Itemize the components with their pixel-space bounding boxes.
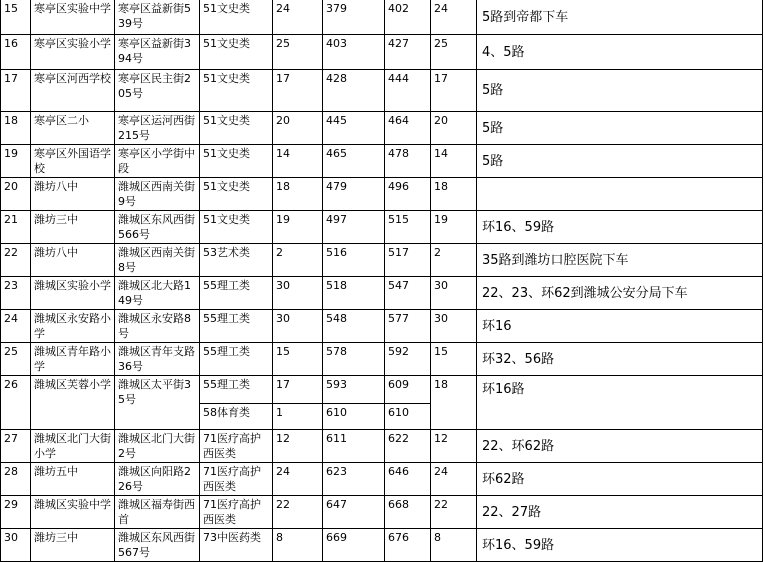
subject-category: 55理工类 bbox=[200, 310, 273, 343]
exam-count-total: 24 bbox=[431, 463, 477, 496]
exam-count-total: 30 bbox=[431, 277, 477, 310]
table-row bbox=[1, 112, 763, 145]
exam-count-total: 18 bbox=[431, 376, 477, 430]
seat-start: 669 bbox=[323, 529, 385, 562]
table-row bbox=[1, 244, 763, 277]
row-number: 22 bbox=[1, 244, 31, 277]
exam-count-total: 18 bbox=[431, 178, 477, 211]
exam-count: 19 bbox=[273, 211, 323, 244]
school-address: 寒亭区益新街394号 bbox=[115, 35, 200, 70]
exam-count: 24 bbox=[273, 463, 323, 496]
seat-end: 610 bbox=[385, 404, 431, 430]
seat-end: 402 bbox=[385, 0, 431, 35]
seat-start: 611 bbox=[323, 430, 385, 463]
subject-category: 51文史类 bbox=[200, 178, 273, 211]
seat-start: 578 bbox=[323, 343, 385, 376]
row-number: 18 bbox=[1, 112, 31, 145]
seat-end: 592 bbox=[385, 343, 431, 376]
school-address: 潍城区西南关街8号 bbox=[115, 244, 200, 277]
subject-category: 71医疗高护西医类 bbox=[200, 463, 273, 496]
table-row bbox=[1, 178, 763, 211]
school-name: 潍城区芙蓉小学 bbox=[31, 376, 115, 430]
seat-end: 609 bbox=[385, 376, 431, 404]
school-address: 潍城区北门大街2号 bbox=[115, 430, 200, 463]
seat-end: 515 bbox=[385, 211, 431, 244]
exam-count: 17 bbox=[273, 70, 323, 112]
school-address: 潍城区东风西街566号 bbox=[115, 211, 200, 244]
row-number: 23 bbox=[1, 277, 31, 310]
school-name: 寒亭区二小 bbox=[31, 112, 115, 145]
seat-end: 622 bbox=[385, 430, 431, 463]
exam-count: 17 bbox=[273, 376, 323, 404]
subject-category: 51文史类 bbox=[200, 145, 273, 178]
table-row bbox=[1, 376, 763, 404]
seat-start: 403 bbox=[323, 35, 385, 70]
table-row bbox=[1, 343, 763, 376]
exam-count: 30 bbox=[273, 310, 323, 343]
seat-end: 646 bbox=[385, 463, 431, 496]
table-row bbox=[1, 496, 763, 529]
exam-count-total: 20 bbox=[431, 112, 477, 145]
exam-count-total: 30 bbox=[431, 310, 477, 343]
exam-count-total: 24 bbox=[431, 0, 477, 35]
bus-route: 4、5路 bbox=[477, 35, 763, 70]
seat-end: 444 bbox=[385, 70, 431, 112]
subject-category: 71医疗高护西医类 bbox=[200, 496, 273, 529]
seat-start: 479 bbox=[323, 178, 385, 211]
bus-route: 5路到帝都下车 bbox=[477, 0, 763, 35]
row-number: 24 bbox=[1, 310, 31, 343]
subject-category: 51文史类 bbox=[200, 112, 273, 145]
row-number: 29 bbox=[1, 496, 31, 529]
seat-start: 497 bbox=[323, 211, 385, 244]
row-number: 19 bbox=[1, 145, 31, 178]
table-row bbox=[1, 211, 763, 244]
exam-count-total: 15 bbox=[431, 343, 477, 376]
school-name: 潍城区永安路小学 bbox=[31, 310, 115, 343]
school-name: 潍城区青年路小学 bbox=[31, 343, 115, 376]
school-address: 潍城区青年支路36号 bbox=[115, 343, 200, 376]
subject-category: 53艺术类 bbox=[200, 244, 273, 277]
school-address: 寒亭区民主街205号 bbox=[115, 70, 200, 112]
school-address: 潍城区永安路8号 bbox=[115, 310, 200, 343]
bus-route: 环32、56路 bbox=[477, 343, 763, 376]
school-address: 潍城区西南关街9号 bbox=[115, 178, 200, 211]
bus-route bbox=[477, 178, 763, 211]
seat-start: 593 bbox=[323, 376, 385, 404]
exam-count: 22 bbox=[273, 496, 323, 529]
row-number: 28 bbox=[1, 463, 31, 496]
exam-count-total: 25 bbox=[431, 35, 477, 70]
table-row bbox=[1, 463, 763, 496]
bus-route: 35路到潍坊口腔医院下车 bbox=[477, 244, 763, 277]
seat-start: 445 bbox=[323, 112, 385, 145]
seat-end: 668 bbox=[385, 496, 431, 529]
exam-count: 20 bbox=[273, 112, 323, 145]
seat-start: 428 bbox=[323, 70, 385, 112]
seat-end: 496 bbox=[385, 178, 431, 211]
bus-route: 环16路 bbox=[477, 376, 763, 430]
subject-category: 71医疗高护西医类 bbox=[200, 430, 273, 463]
seat-end: 517 bbox=[385, 244, 431, 277]
exam-count: 12 bbox=[273, 430, 323, 463]
school-name: 潍坊三中 bbox=[31, 529, 115, 562]
school-address: 寒亭区小学街中段 bbox=[115, 145, 200, 178]
subject-category: 51文史类 bbox=[200, 211, 273, 244]
exam-count-total: 12 bbox=[431, 430, 477, 463]
bus-route: 环62路 bbox=[477, 463, 763, 496]
exam-count: 2 bbox=[273, 244, 323, 277]
table-row bbox=[1, 35, 763, 70]
exam-count: 25 bbox=[273, 35, 323, 70]
seat-start: 623 bbox=[323, 463, 385, 496]
school-name: 潍坊八中 bbox=[31, 244, 115, 277]
exam-count-total: 17 bbox=[431, 70, 477, 112]
subject-category: 55理工类 bbox=[200, 277, 273, 310]
school-address: 潍城区东风西街567号 bbox=[115, 529, 200, 562]
exam-count-total: 2 bbox=[431, 244, 477, 277]
seat-start: 610 bbox=[323, 404, 385, 430]
row-number: 17 bbox=[1, 70, 31, 112]
seat-end: 676 bbox=[385, 529, 431, 562]
school-name: 潍坊八中 bbox=[31, 178, 115, 211]
school-name: 寒亭区外国语学校 bbox=[31, 145, 115, 178]
table-row bbox=[1, 430, 763, 463]
table-row bbox=[1, 310, 763, 343]
seat-start: 379 bbox=[323, 0, 385, 35]
exam-count-total: 14 bbox=[431, 145, 477, 178]
seat-end: 478 bbox=[385, 145, 431, 178]
school-name: 潍坊五中 bbox=[31, 463, 115, 496]
table-row bbox=[1, 277, 763, 310]
bus-route: 环16 bbox=[477, 310, 763, 343]
exam-count-total: 22 bbox=[431, 496, 477, 529]
table-row bbox=[1, 70, 763, 112]
school-name: 潍城区实验小学 bbox=[31, 277, 115, 310]
bus-route: 环16、59路 bbox=[477, 529, 763, 562]
bus-route: 5路 bbox=[477, 112, 763, 145]
seat-end: 464 bbox=[385, 112, 431, 145]
seat-end: 577 bbox=[385, 310, 431, 343]
subject-category: 51文史类 bbox=[200, 70, 273, 112]
school-address: 潍城区北大路149号 bbox=[115, 277, 200, 310]
seat-end: 427 bbox=[385, 35, 431, 70]
seat-start: 465 bbox=[323, 145, 385, 178]
exam-count: 14 bbox=[273, 145, 323, 178]
subject-category: 51文史类 bbox=[200, 35, 273, 70]
school-name: 潍城区北门大街小学 bbox=[31, 430, 115, 463]
row-number: 16 bbox=[1, 35, 31, 70]
row-number: 25 bbox=[1, 343, 31, 376]
seat-end: 547 bbox=[385, 277, 431, 310]
school-name: 寒亭区实验中学 bbox=[31, 0, 115, 35]
exam-count-total: 19 bbox=[431, 211, 477, 244]
seat-start: 518 bbox=[323, 277, 385, 310]
table-row bbox=[1, 0, 763, 35]
row-number: 26 bbox=[1, 376, 31, 430]
seat-start: 548 bbox=[323, 310, 385, 343]
subject-category: 58体育类 bbox=[200, 404, 273, 430]
row-number: 21 bbox=[1, 211, 31, 244]
school-name: 寒亭区河西学校 bbox=[31, 70, 115, 112]
bus-route: 22、23、环62到潍城公安分局下车 bbox=[477, 277, 763, 310]
row-number: 30 bbox=[1, 529, 31, 562]
seat-start: 516 bbox=[323, 244, 385, 277]
school-address: 潍城区福寿街西首 bbox=[115, 496, 200, 529]
school-address: 潍城区向阳路226号 bbox=[115, 463, 200, 496]
exam-count: 24 bbox=[273, 0, 323, 35]
school-name: 寒亭区实验小学 bbox=[31, 35, 115, 70]
school-address: 潍城区太平街35号 bbox=[115, 376, 200, 430]
bus-route: 5路 bbox=[477, 70, 763, 112]
school-address: 寒亭区益新街539号 bbox=[115, 0, 200, 35]
exam-count: 15 bbox=[273, 343, 323, 376]
table-row bbox=[1, 529, 763, 562]
row-number: 15 bbox=[1, 0, 31, 35]
subject-category: 73中医药类 bbox=[200, 529, 273, 562]
bus-route: 22、27路 bbox=[477, 496, 763, 529]
exam-count: 1 bbox=[273, 404, 323, 430]
exam-count: 8 bbox=[273, 529, 323, 562]
exam-count: 30 bbox=[273, 277, 323, 310]
seat-start: 647 bbox=[323, 496, 385, 529]
table-row bbox=[1, 145, 763, 178]
row-number: 20 bbox=[1, 178, 31, 211]
bus-route: 22、环62路 bbox=[477, 430, 763, 463]
subject-category: 55理工类 bbox=[200, 343, 273, 376]
subject-category: 51文史类 bbox=[200, 0, 273, 35]
school-name: 潍坊三中 bbox=[31, 211, 115, 244]
row-number: 27 bbox=[1, 430, 31, 463]
bus-route: 5路 bbox=[477, 145, 763, 178]
exam-count-total: 8 bbox=[431, 529, 477, 562]
subject-category: 55理工类 bbox=[200, 376, 273, 404]
school-name: 潍城区实验中学 bbox=[31, 496, 115, 529]
exam-count: 18 bbox=[273, 178, 323, 211]
bus-route: 环16、59路 bbox=[477, 211, 763, 244]
school-address: 寒亭区运河西街215号 bbox=[115, 112, 200, 145]
